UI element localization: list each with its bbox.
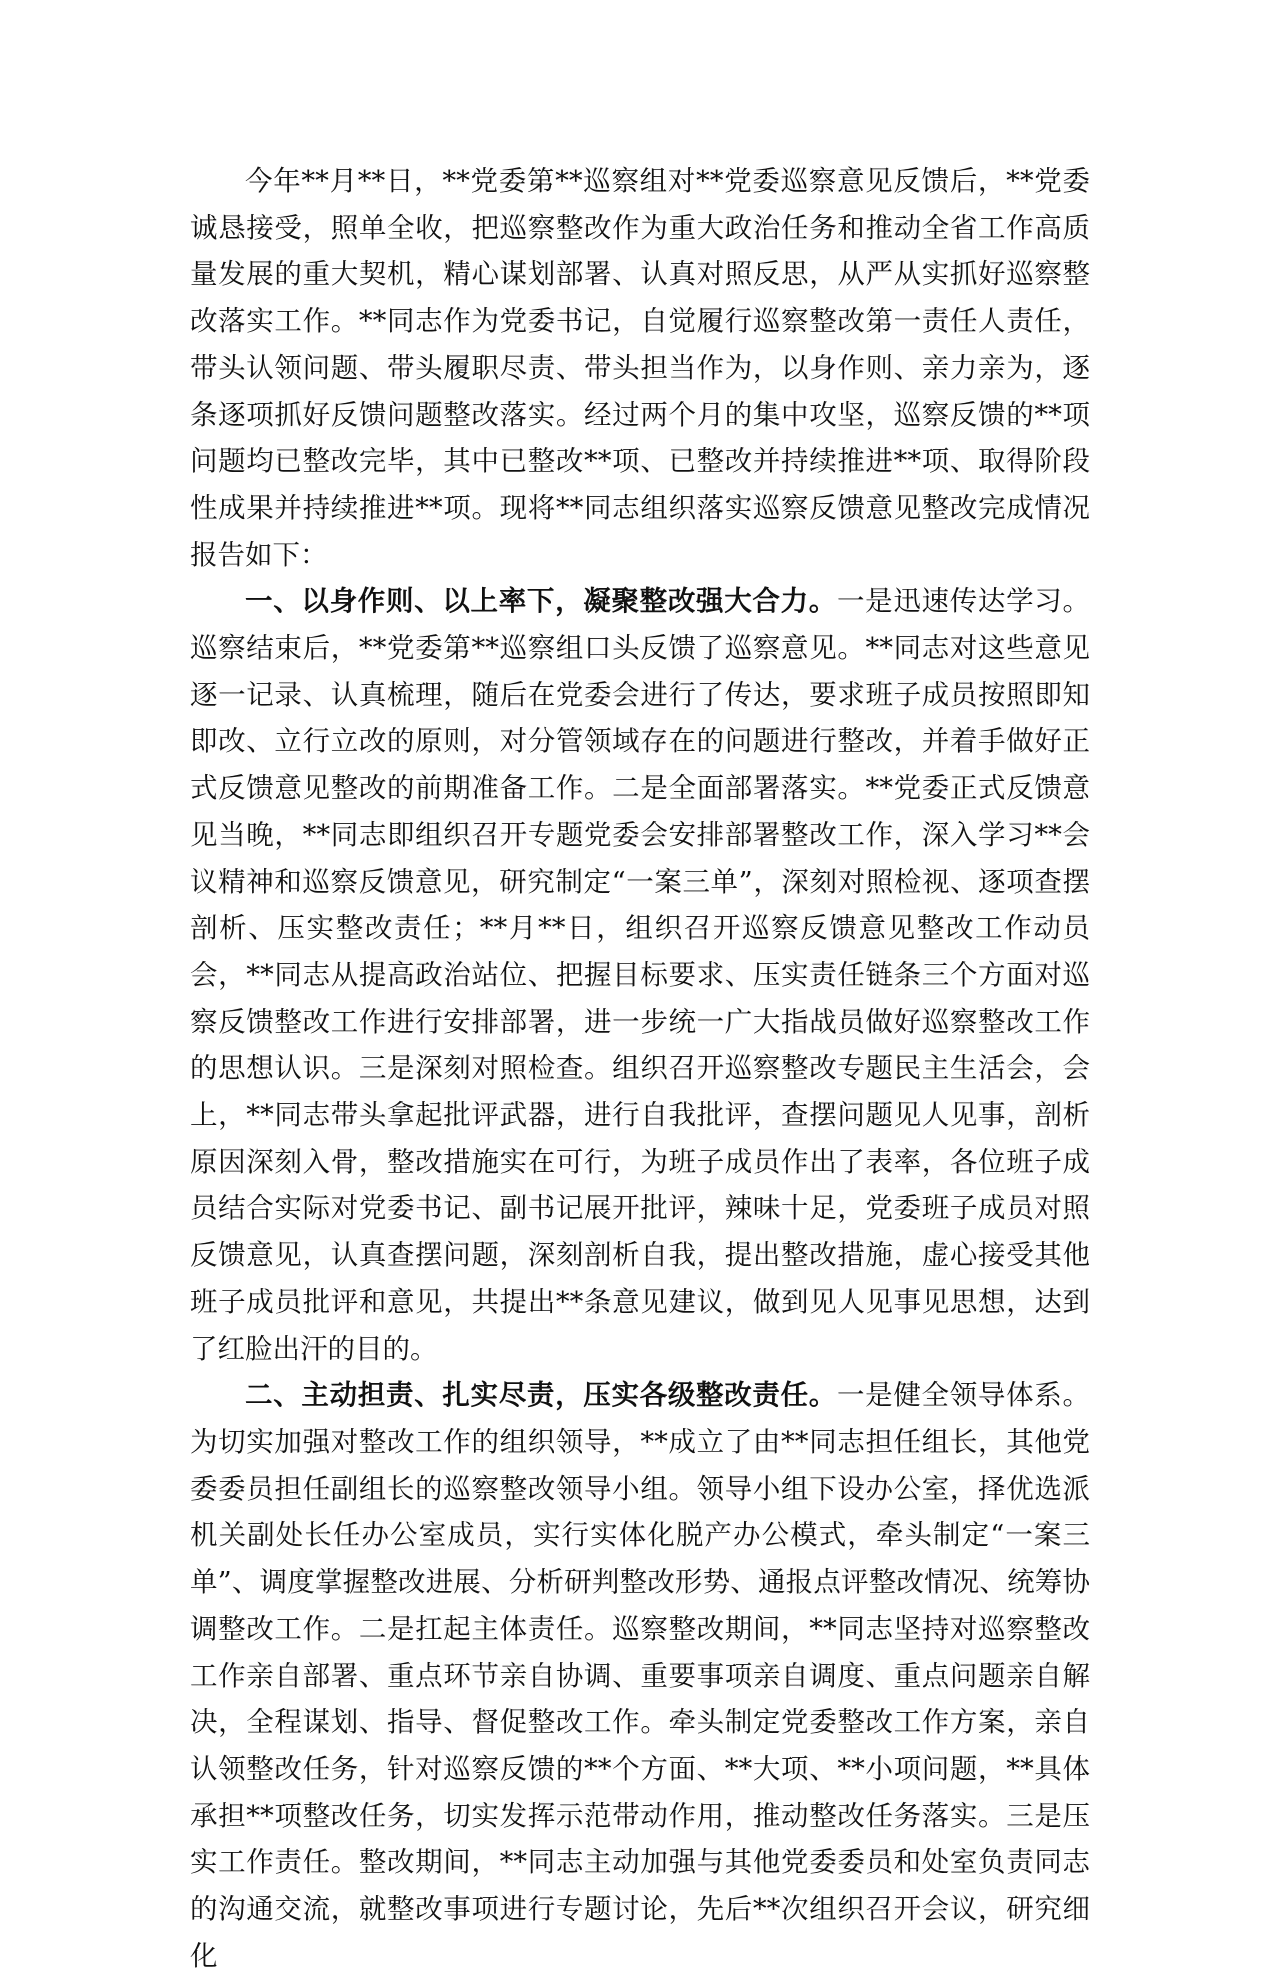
section-2-body: 一是健全领导体系。为切实加强对整改工作的组织领导，**成立了由**同志担任组长，其他党委委员担任副组长的巡察整改领导小组。领导小组下设办公室，择优选派机关副处长任办公室成员，实行实体化脱产办公模式，牵头制定“一案三单”、调度掌握整改进展、分析研判整改形势、通报点评整改情况、统筹协调整改工作。二是扛起主体责任。巡察整改期间，**同志坚持对巡察整改工作亲自部署、重点环节亲自协调、重要事项亲自调度、重点问题亲自解决，全程谋划、指导、督促整改工作。牵头制定党委整改工作方案，亲自认领整改任务，针对巡察反馈的**个方面、**大项、**小项问题，**具体承担**项整改任务，切实发挥示范带动作用，推动整改任务落实。三是压实工作责任。整改期间，**同志主动加强与其他党委委员和处室负责同志的沟通交流，就整改事项进行专题讨论，先后**次组织召开会议，研究细化: [190, 1379, 1091, 1972]
section-2-heading: 二、主动担责、扎实尽责，压实各级整改责任。: [245, 1379, 837, 1412]
section-1-body: 一是迅速传达学习。巡察结束后，**党委第**巡察组口头反馈了巡察意见。**同志对这些意见逐一记录、认真梳理，随后在党委会进行了传达，要求班子成员按照即知即改、立行立改的原则，对分管领域存在的问题进行整改，并着手做好正式反馈意见整改的前期准备工作。二是全面部署落实。**党委正式反馈意见当晚，**同志即组织召开专题党委会安排部署整改工作，深入学习**会议精神和巡察反馈意见，研究制定“一案三单”，深刻对照检视、逐项查摆剖析、压实整改责任；**月**日，组织召开巡察反馈意见整改工作动员会，**同志从提高政治站位、把握目标要求、压实责任链条三个方面对巡察反馈整改工作进行安排部署，进一步统一广大指战员做好巡察整改工作的思想认识。三是深刻对照检查。组织召开巡察整改专题民主生活会，会上，**同志带头拿起批评武器，进行自我批评，查摆问题见人见事，剖析原因深刻入骨，整改措施实在可行，为班子成员作出了表率，各位班子成员结合实际对党委书记、副书记展开批评，辣味十足，党委班子成员对照反馈意见，认真查摆问题，深刻剖析自我，提出整改措施，虚心接受其他班子成员批评和意见，共提出**条意见建议，做到见人见事见思想，达到了红脸出汗的目的。: [190, 585, 1091, 1365]
section-2-paragraph: [190, 1372, 1090, 1979]
intro-paragraph: 今年**月**日，**党委第**巡察组对**党委巡察意见反馈后，**党委诚恳接受，照单全收，把巡察整改作为重大政治任务和推动全省工作高质量发展的重大契机，精心谋划部署、认真对照反思，从严从实抓好巡察整改落实工作。**同志作为党委书记，自觉履行巡察整改第一责任人责任，带头认领问题、带头履职尽责、带头担当作为，以身作则、亲力亲为，逐条逐项抓好反馈问题整改落实。经过两个月的集中攻坚，巡察反馈的**项问题均已整改完毕，其中已整改**项、已整改并持续推进**项、取得阶段性成果并持续推进**项。现将**同志组织落实巡察反馈意见整改完成情况报告如下：: [190, 165, 1090, 571]
document-page: [190, 158, 1090, 1979]
section-1-paragraph: [190, 578, 1090, 1372]
section-1-heading: 一、以身作则、以上率下，凝聚整改强大合力。: [245, 585, 837, 618]
